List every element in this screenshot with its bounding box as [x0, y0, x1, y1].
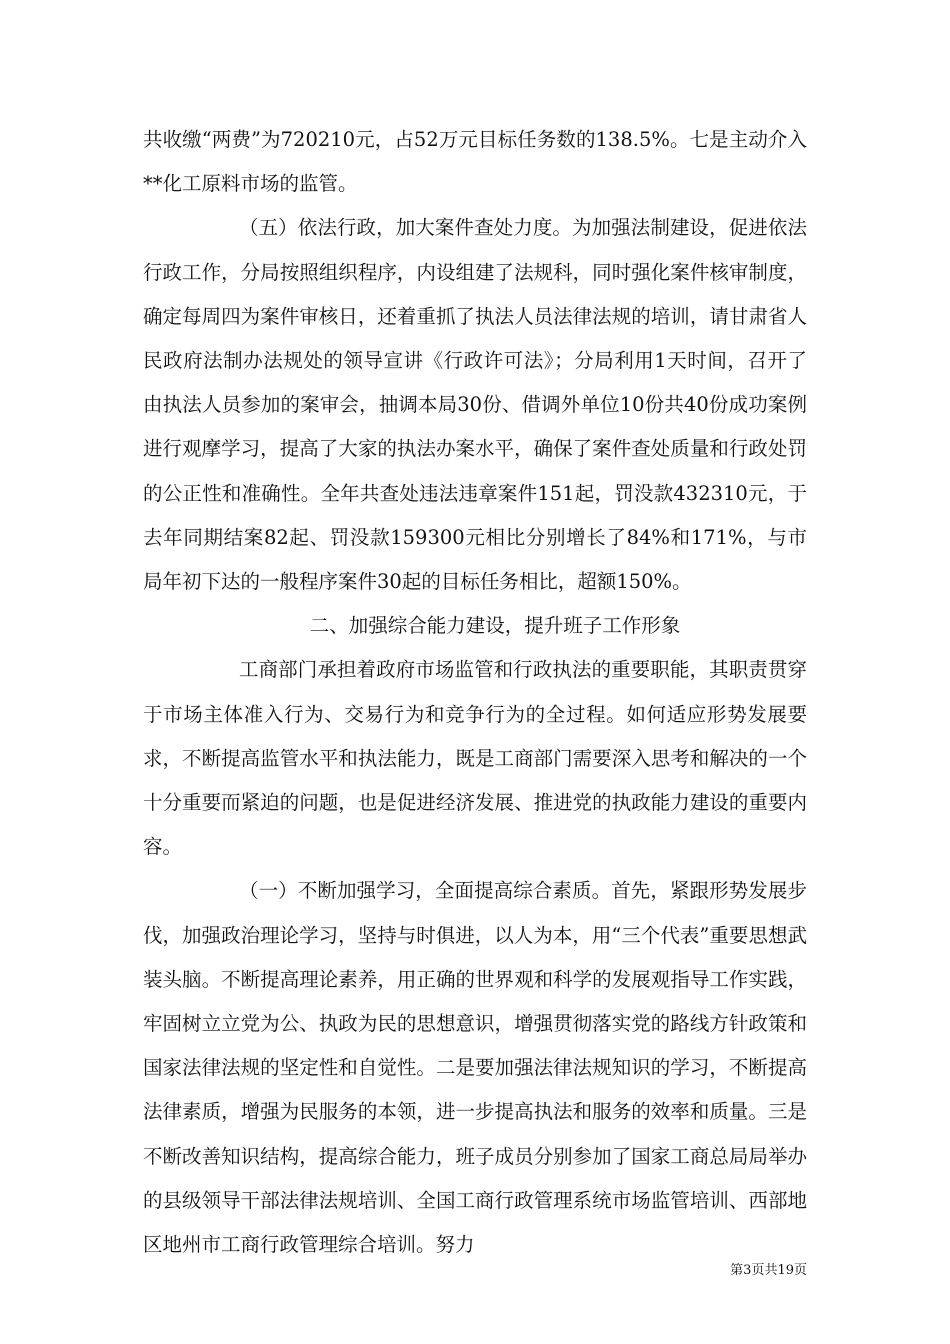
paragraph-intro: 工商部门承担着政府市场监管和行政执法的重要职能，其职责贯穿于市场主体准入行为、交易行为和竞争行为的全过程。如何适应形势发展要求，不断提高监管水平和执法能力，既是工商部门需要深入思考和解决的一个十分重要而紧迫的问题，也是促进经济发展、推进党的执政能力建设的重要内容。 — [143, 658, 807, 859]
document-body — [143, 118, 807, 1267]
page-number: 第3页共19页 — [730, 1263, 807, 1278]
paragraph-section-five: （五）依法行政，加大案件查处力度。为加强法制建设，促进依法行政工作，分局按照组织程序，内设组建了法规科，同时强化案件核审制度，确定每周四为案件审核日，还着重抓了执法人员法律法规的培训，请甘肃省人民政府法制办法规处的领导宣讲《行政许可法》；分局利用1天时间，召开了由执法人员参加的案审会，抽调本局30份、借调外单位10份共40份成功案例进行观摩学习，提高了大家的执法办案水平，确保了案件查处质量和行政处罚的公正性和准确性。全年共查处违法违章案件151起，罚没款432310元，于去年同期结案82起、罚没款159300元相比分别增长了84%和171%，与市局年初下达的一般程序案件30起的目标任务相比，超额150%。 — [143, 216, 807, 594]
paragraph-continuation: 共收缴“两费”为720210元，占52万元目标任务数的138.5%。七是主动介入**化工原料市场的监管。 — [143, 128, 807, 196]
page-footer — [0, 1259, 950, 1278]
section-heading: 二、加强综合能力建设，提升班子工作形象 — [309, 614, 681, 638]
paragraph-section-one: （一）不断加强学习，全面提高综合素质。首先，紧跟形势发展步伐，加强政治理论学习，坚持与时俱进，以人为本，用“三个代表”重要思想武装头脑。不断提高理论素养，用正确的世界观和科学的发展观指导工作实践，牢固树立立党为公、执政为民的思想意识，增强贯彻落实党的路线方针政策和国家法律法规的坚定性和自觉性。二是要加强法律法规知识的学习，不断提高法律素质，增强为民服务的本领，进一步提高执法和服务的效率和质量。三是不断改善知识结构，提高综合能力，班子成员分别参加了国家工商总局局举办的县级领导干部法律法规培训、全国工商行政管理系统市场监管培训、西部地区地州市工商行政管理综合培训。努力 — [143, 879, 807, 1257]
